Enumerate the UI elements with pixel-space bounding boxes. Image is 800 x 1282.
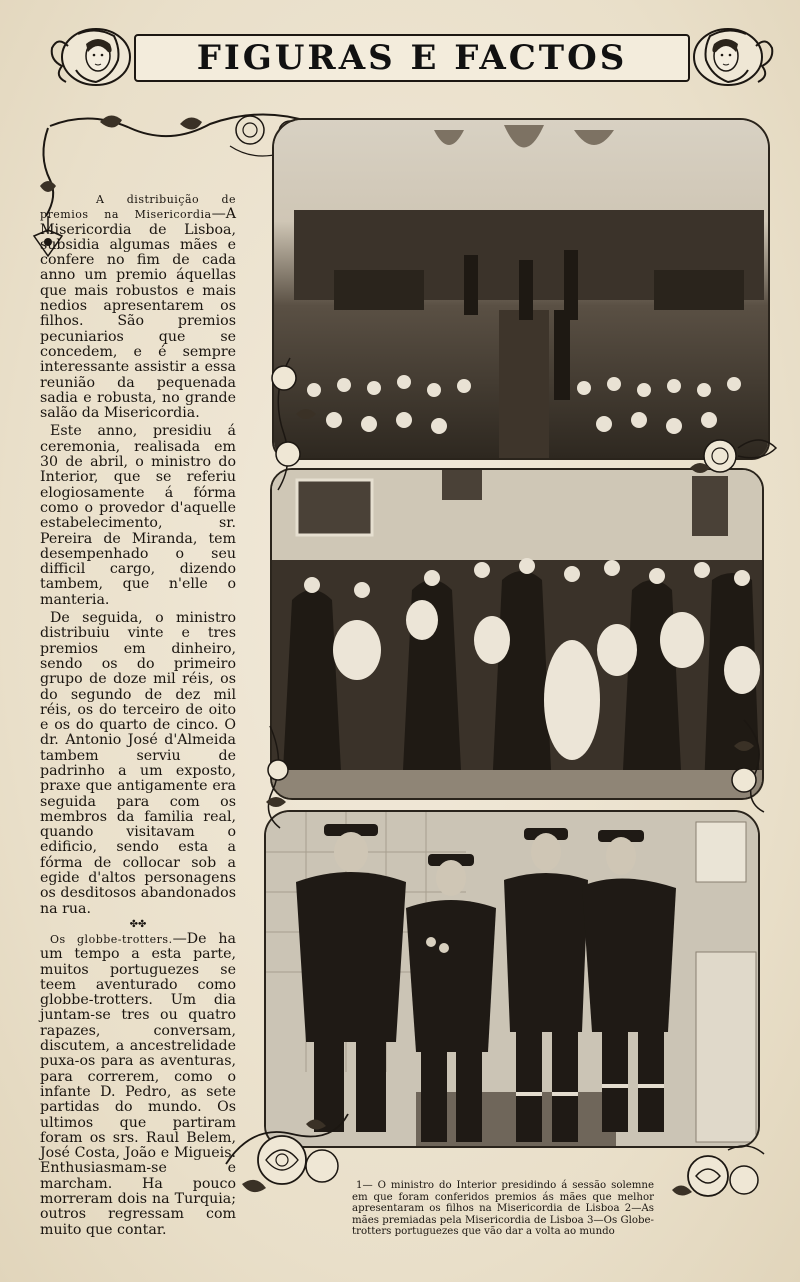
section2-body: —De ha um tempo a esta parte, muitos portuguezes se teem aventurado como globbe-trotters. Um dia juntam-se tres ou quatro rapazes, conversam, discutem, a ancestrelidade puxa-os para as aventuras, para correrem, como o infante D. Pedro, as sete partidas do mundo. Os ultimos que partiram foram os srs. Raul Belem, José Costa, João e Migueis. Enthusiasmam-se e marcham. Ha pouco morreram dois na Turquia; outros regressam com muito que contar.: [40, 930, 236, 1238]
photo-caption-text: 1— O ministro do Interior presidindo á sessão solemne em que foram conferidos premios ás mães que melhor apresentaram os filhos na Misericordia de Lisboa 2—As mães premiadas pela Misericordia de Lisboa 3—Os Globe-trotters portuguezes que vão dar a volta ao mundo: [352, 1180, 654, 1237]
photo-2-mothers-courtyard: [270, 468, 764, 800]
section-divider: ✤✤: [129, 918, 147, 930]
section1-opening: —A Misericordia de Lisboa, subsidia algumas mães e confere no fim de cada anno um premio áquellas que mais robustos e mais nedios apresentarem os filhos. São premios pecuniarios que se concedem, e é sempre interessante assistir a essa reunião da pequenada sadia e robusta, no grande salão da Misericordia.: [40, 206, 236, 422]
floral-ornament-right-middle: [680, 428, 780, 488]
section-heading-globbe-trotters: Os globbe-trotters.: [50, 932, 173, 946]
floral-ornament-left-middle: [260, 354, 320, 494]
photo-3-image: [266, 812, 758, 1146]
floral-ornament-left-lower: [256, 722, 306, 832]
art-nouveau-medallion-right: [692, 26, 776, 88]
photo-2-image: [272, 470, 762, 798]
photo-1-image: [274, 120, 768, 458]
art-nouveau-medallion-left: [48, 26, 132, 88]
photo-3-globe-trotters: [264, 810, 760, 1148]
rose-ornament-bottom-left: [222, 1104, 352, 1200]
section1-paragraph-3: De seguida, o ministro distribuiu vinte e tres premios em dinheiro, sendo os do primeiro grupo de doze mil réis, os do segundo de dez mil réis, os do terceiro de oito e os do quarto de cinco. O dr. Antonio José d'Almeida tambem serviu de padrinho a um exposto, praxe que antigamente era seguida para com os membros da familia real, quando visitavam o edificio, sendo esta a fórma de collocar sob a egide d'altos personagens os desditosos abandonados na rua.: [40, 610, 236, 917]
section-heading-premios: A distribuição de premios na Misericordia: [40, 193, 236, 222]
masthead-title-frame: [134, 34, 690, 82]
section1-paragraph-2: Este anno, presidiu á ceremonia, realisada em 30 de abril, o ministro do Interior, que se referiu elogiosamente á fórma como o provedor d'aquelle estabelecimento, sr. Pereira de Miranda, tem desempenhado o seu difficil cargo, dizendo tambem, que n'elle o manteria.: [40, 423, 236, 608]
masthead-title: FIGURAS E FACTOS: [196, 38, 628, 78]
photo-1-ceremony-hall: [272, 118, 770, 460]
article-column: [40, 192, 236, 1241]
masthead: [48, 26, 776, 90]
floral-ornament-right-lower: [714, 716, 774, 816]
photo-caption: [352, 1180, 654, 1238]
rose-ornament-bottom-right: [668, 1140, 768, 1210]
